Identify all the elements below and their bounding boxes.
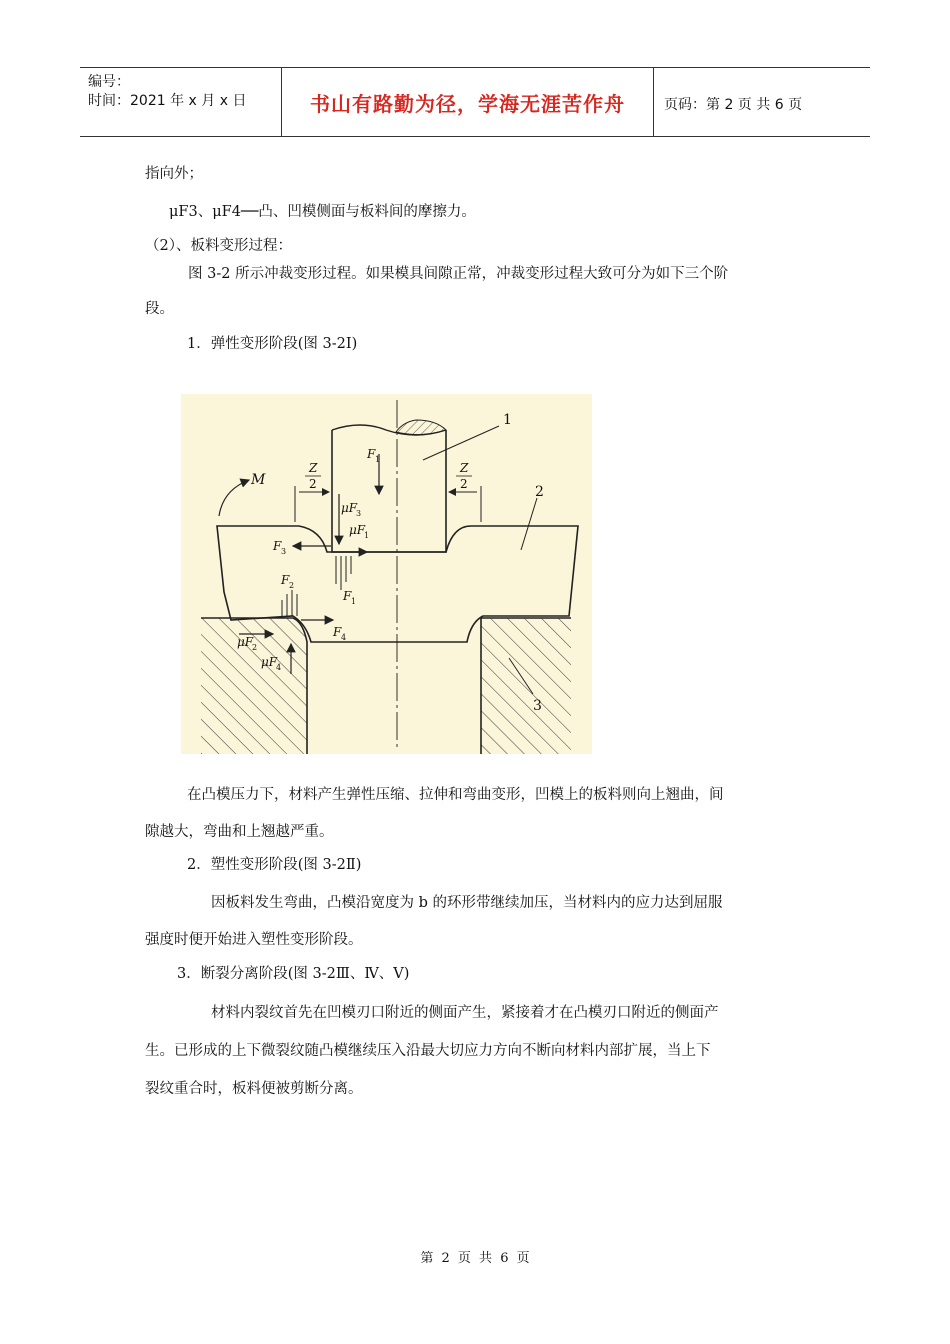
die-right-hatch [481,618,571,754]
page-header [80,67,870,137]
label-muf2: μF [237,635,254,649]
svg-text:3: 3 [356,509,362,518]
paragraph-line: 段。 [145,301,174,317]
label-1: 1 [503,412,512,428]
label-muf1: μF [349,523,366,537]
paragraph-line: 在凸模压力下，材料产生弹性压缩、拉伸和弯曲变形，凹模上的板料则向上翘曲，间 [187,787,724,803]
section-heading: （2）、板料变形过程： [145,238,292,254]
svg-text:3: 3 [281,547,287,556]
svg-text:2: 2 [252,643,258,652]
paragraph-line: 材料内裂纹首先在凹模刃口附近的侧面产生，紧接着才在凸模刃口附近的侧面产 [211,1005,719,1021]
label-f2: F [281,573,290,587]
label-2-left: 2 [309,477,317,491]
punching-deformation-figure [181,394,592,754]
stage-heading: 1．弹性变形阶段(图 3-2Ⅰ) [187,336,358,352]
svg-text:1: 1 [351,597,357,606]
page-footer: 第 2 页 共 6 页 [420,1251,530,1266]
paragraph-line: 生。已形成的上下微裂纹随凸模继续压入沿最大切应力方向不断向材料内部扩展，当上下 [145,1043,711,1059]
label-f4: F [333,625,342,639]
label-muf3: μF [341,501,358,515]
label-m: M [251,472,266,488]
paragraph-line: 指向外； [145,166,203,182]
paragraph-line: 图 3-2 所示冲裁变形过程。如果模具间隙正常，冲裁变形过程大致可分为如下三个阶 [188,266,729,282]
svg-text:1: 1 [364,531,370,540]
label-3: 3 [533,698,542,714]
time-label: 时间：2021 年 x 月 x 日 [88,93,247,109]
svg-text:4: 4 [341,633,347,642]
label-z-left: Z [309,461,318,475]
paragraph-line: 因板料发生弯曲，凸模沿宽度为 b 的环形带继续加压，当材料内的应力达到屈服 [211,895,723,911]
svg-text:1: 1 [375,455,381,464]
die-left-hatch [201,618,307,754]
label-f1-top: F [367,447,376,461]
header-motto-cell [282,68,654,136]
paragraph-line: μF3、μF4──凸、凹模侧面与板料间的摩擦力。 [169,204,476,220]
label-f1-bottom: F [343,589,352,603]
stage-heading: 2．塑性变形阶段(图 3-2Ⅱ) [187,857,362,873]
label-f3: F [273,539,282,553]
header-meta [80,68,282,136]
serial-label: 编号： [88,74,130,90]
motto: 书山有路勤为径，学海无涯苦作舟 [310,91,625,116]
svg-text:2: 2 [289,581,295,590]
stage-heading: 3．断裂分离阶段(图 3-2Ⅲ、Ⅳ、Ⅴ) [177,966,410,982]
label-z-right: Z [460,461,469,475]
header-page-info: 页码：第 2 页 共 6 页 [664,97,803,113]
paragraph-line: 裂纹重合时，板料便被剪断分离。 [145,1081,363,1097]
label-2-right: 2 [460,477,468,491]
label-muf4: μF [261,655,278,669]
paragraph-line: 强度时便开始进入塑性变形阶段。 [145,932,363,948]
label-2: 2 [535,484,544,500]
svg-text:4: 4 [276,663,282,672]
paragraph-line: 隙越大，弯曲和上翘越严重。 [145,824,334,840]
